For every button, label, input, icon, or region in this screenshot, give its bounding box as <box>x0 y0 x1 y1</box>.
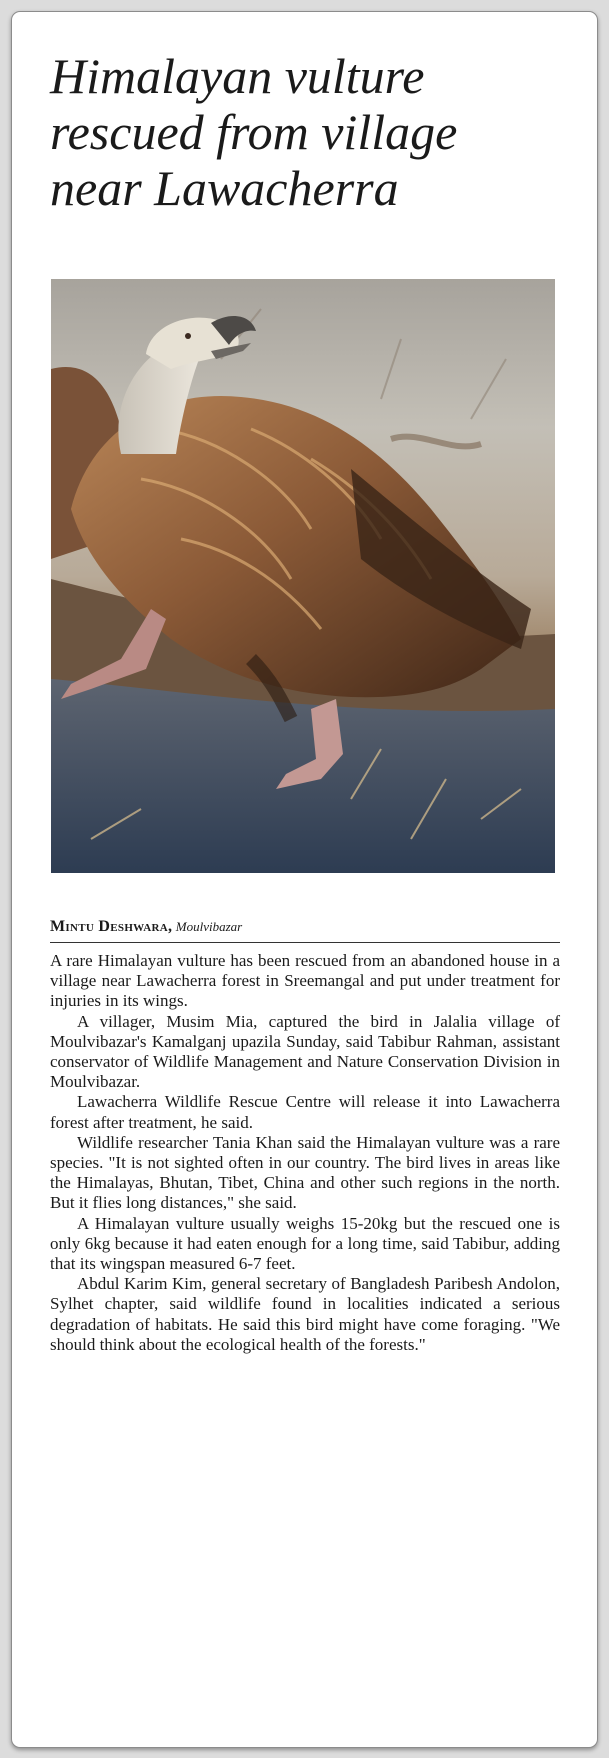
author-name: Mintu Deshwara, <box>50 918 173 935</box>
article-body <box>50 951 560 1355</box>
news-clipping <box>11 11 598 1748</box>
paragraph: Wildlife researcher Tania Khan said the Himalayan vulture was a rare species. "It is not sighted often in our country. The bird lives in areas like the Himalayas, Bhutan, Tibet, China and other such regions in the north. But it flies long distances," she said. <box>50 1132 560 1213</box>
paragraph: A rare Himalayan vulture has been rescued from an abandoned house in a village near Lawacherra forest in Sreemangal and put under treatment for injuries in its wings. <box>50 951 560 1011</box>
headline-line: Himalayan vulture <box>50 48 425 104</box>
headline-line: rescued from village <box>50 104 458 160</box>
dateline-location: Moulvibazar <box>175 919 243 934</box>
paragraph: Abdul Karim Kim, general secretary of Bangladesh Paribesh Andolon, Sylhet chapter, said wildlife found in localities indicated a serious degradation of habitats. He said this bird might have come foraging. "We should think about the ecological health of the forests." <box>50 1274 560 1354</box>
paragraph: Lawacherra Wildlife Rescue Centre will release it into Lawacherra forest after treatment, he said. <box>50 1092 560 1132</box>
byline-divider <box>50 942 560 943</box>
vulture-photo <box>51 279 555 873</box>
byline <box>50 918 560 936</box>
headline <box>50 48 580 216</box>
paragraph: A villager, Musim Mia, captured the bird in Jalalia village of Moulvibazar's Kamalganj upazila Sunday, said Tabibur Rahman, assistant conservator of Wildlife Management and Nature Conservation Division in Moulvibazar. <box>50 1011 560 1092</box>
headline-line: near Lawacherra <box>50 160 399 216</box>
paragraph: A Himalayan vulture usually weighs 15-20kg but the rescued one is only 6kg because it had eaten enough for a long time, said Tabibur, adding that its wingspan measured 6-7 feet. <box>50 1213 560 1274</box>
